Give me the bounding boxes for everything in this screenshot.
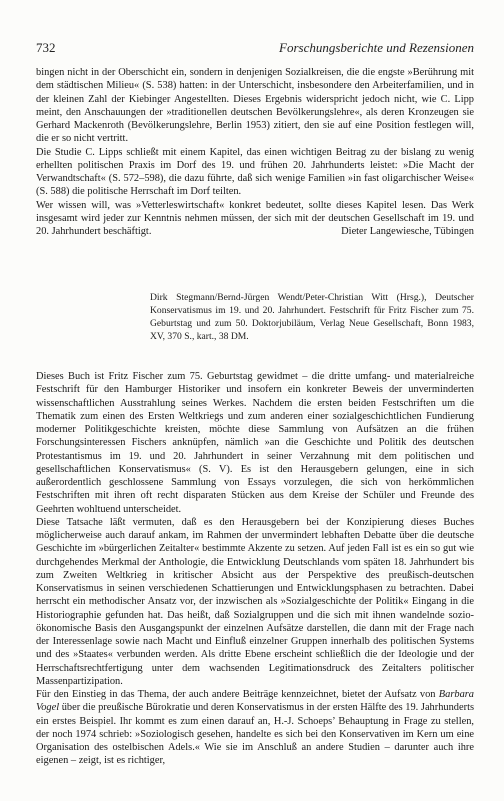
review-continuation [36,66,474,238]
paragraph-text: Für den Einstieg in das Thema, der auch andere Beiträge kennzeichnet, bietet der Aufsatz von [36,689,439,700]
paragraph: Die Studie C. Lipps schließt mit einem Kapitel, das einen wichtigen Beitrag zu der bislang zu wenig erhellten politischen Praxis im Dorf des 19. und frühen 20. Jahrhunderts leistet: »Die Macht der Verwandtschaft« (S. 572–598), die dazu führte, daß sich wenige Familien »in fast oligarchischer Weise« (S. 588) die politische Herrschaft im Dorf teilten. [36,146,474,198]
closing-text: Wer wissen will, was »Vetterleswirtschaft« konkret bedeutet, sollte dieses Kapitel lesen. Das Werk insgesamt wird jeder zur Kenntnis nehmen müssen, der sich mit der deutschen Gesellschaft im 19. und 20. Jahrhundert beschäftigt. [36,199,474,237]
page-number: 732 [36,40,56,55]
book-citation: Dirk Stegmann/Bernd-Jürgen Wendt/Peter-Christian Witt (Hrsg.), Deutscher Konservatismus im 19. und 20. Jahrhundert. Festschrift für Fritz Fischer zum 75. Geburtstag und zum 50. Doktorjubiläum, Verlag Neue Gesellschaft, Bonn 1983, XV, 370 S., kart., 38 DM. [150,292,474,342]
review-main [36,370,474,768]
author-name: Barbara Vogel [36,689,474,714]
paragraph: bingen nicht in der Oberschicht ein, sondern in denjenigen Sozialkreisen, die die engste »Berührung mit dem städtischen Milieu« (S. 538) hatten: in der Unterschicht, insbesondere den Arbeiterfamilien, und in der kleinen Zahl der Kiebinger Angestellten. Dieses Ergebnis widerspricht jedoch nicht, wie C. Lipp meint, den Anschauungen der »traditionellen deutschen Bevölkerungslehre«, als deren Kronzeugen sie Gerhard Mackenroth (Bevölkerungslehre, Berlin 1953) zitiert, den sie auf eine Position festlegen will, die er so nicht vertritt. [36,67,474,145]
page-header [36,40,474,56]
running-title: Forschungsberichte und Rezensionen [279,40,474,55]
paragraph: Dieses Buch ist Fritz Fischer zum 75. Geburtstag gewidmet – die dritte umfang- und materialreiche Festschrift für den Hamburger Historiker und insofern ein konkreter Beweis der unverminderten wissenschaftlichen Ausstrahlung seines Werkes. Nachdem die ersten beiden Festschriften um die Thematik zum einen des Ersten Weltkriegs und zum anderen einer sozialgeschichtlichen Fundierung moderner Politikgeschichte kreisten, möchte diese Sammlung von Aufsätzen an die frühen Forschungsinteressen Fischers anknüpfen, nämlich »an die Geschichte und Politik des deutschen Protestantismus im 19. und 20. Jahrhundert in seiner Verzahnung mit dem politischen und gesellschaftlichen Konservatismus« (S. V). Es ist den Herausgebern gelungen, eine in sich außerordentlich geschlossene Sammlung von Essays vorzulegen, die sich von herkömmlichen Festschriften mit ihren oft recht disparaten Stücken aus dem Kreise der Schüler und Freunde des Geehrten wohltuend unterscheidet. [36,371,474,515]
reviewer-signature: Dieter Langewiesche, Tübingen [341,226,474,237]
paragraph [36,688,474,768]
paragraph [36,199,474,239]
paragraph-text: über die preußische Bürokratie und deren Konservatismus in der ersten Hälfte des 19. Jahrhunderts ein erstes Beispiel. Ihr kommt es zum einen darauf an, H.-J. Schoeps’ Behauptung in Frage zu stellen, der noch 1974 schrieb: »Soziologisch gesehen, handelte es sich bei den Konservativen im Kern um eine Organisation des ostelbischen Adels.« Wie sie im Anschluß an andere Studien – darunter auch ihre eigenen – zeigt, ist es richtiger, [36,702,474,767]
paragraph: Diese Tatsache läßt vermuten, daß es den Herausgebern bei der Konzipierung dieses Buches möglicherweise auch darauf ankam, im Rahmen der unvermindert lebhaften Debatte über die deutsche Geschichte im »bürgerlichen Zeitalter« bestimmte Akzente zu setzen. Auf jeden Fall ist es ein so gut wie durchgehendes Merkmal der Anthologie, die Entwicklung Deutschlands vom späten 18. Jahrhundert bis zum Zweiten Weltkrieg in kritischer Absicht aus der Perspektive des preußisch-deutschen Konservatismus in seinen verschiedenen Schattierungen und Entwicklungsphasen zu betrachten. Dabei herrscht ein methodischer Ansatz vor, der inzwischen als »Sozialgeschichte der Politik« Eingang in die Historiographie gefunden hat. Das heißt, daß Sozialgruppen und die sich mit ihnen wandelnde sozio-ökonomische Basis den Ausgangspunkt der einzelnen Aufsätze darstellen, die dann mit der Frage nach der Interessenlage sowie nach Macht und Einfluß einzelner Gruppen innerhalb des politischen Systems und des »Staates« verbunden werden. Als dritte Ebene erscheint schließlich die der Ideologie und der Herrschaftsrechtfertigung unter dem wachsenden Legitimationsdruck des Zeitalters politischer Massenpartizipation. [36,516,474,687]
